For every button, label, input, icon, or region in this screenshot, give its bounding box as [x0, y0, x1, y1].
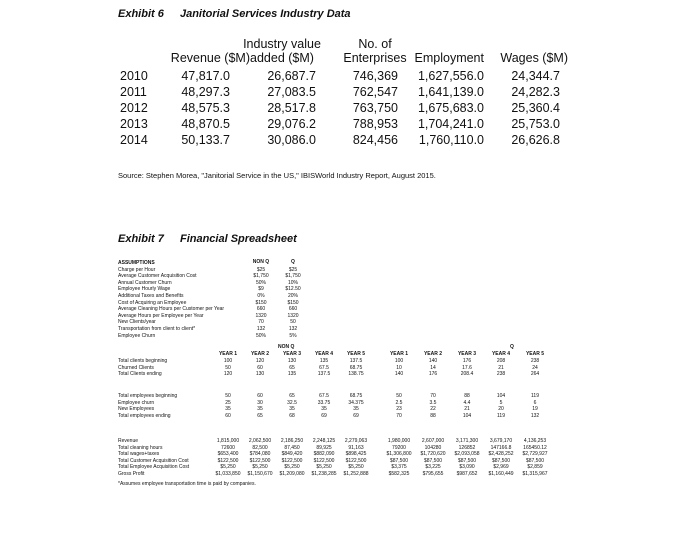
employees-cell-nonq: 35: [321, 406, 327, 413]
financials-cell-nonq: $1,150,670: [247, 471, 273, 477]
employees-cell-q: 19: [532, 406, 538, 413]
assumption-nonq: 70: [258, 319, 264, 326]
financials-cell-q: $87,500: [525, 457, 545, 464]
clients-cell-q: 238: [496, 371, 506, 378]
assumption-q: 660: [288, 306, 298, 313]
exhibit6-label: Exhibit 6: [118, 8, 164, 20]
clients-cell-q: 176: [428, 371, 438, 378]
assumption-label: Average Customer Acquisition Cost: [118, 273, 197, 280]
year-header-nonq: YEAR 5: [346, 351, 366, 357]
financials-cell-nonq: $122,500: [281, 457, 303, 464]
assumptions-col-nonq: NON Q: [252, 259, 270, 265]
assumption-q: $12.50: [285, 286, 301, 293]
employees-cell-nonq: 60: [257, 393, 263, 399]
employees-cell-nonq: 65: [257, 412, 263, 419]
col-header-ent-2: Enterprises: [343, 51, 407, 65]
employees-label: Total employees ending: [118, 412, 171, 419]
financials-cell-q: 2,607,000: [421, 438, 445, 444]
employees-cell-nonq: 35: [225, 406, 231, 413]
financials-label: Total wages+taxes: [118, 451, 160, 458]
financials-cell-q: 1,980,000: [387, 438, 411, 444]
financials-label: Total cleaning hours: [118, 444, 163, 451]
cell-enterprises: 746,369: [352, 69, 398, 83]
employees-cell-q: 88: [464, 393, 470, 399]
cell-employment: 1,641,139.0: [417, 85, 484, 99]
clients-cell-nonq: 65: [289, 364, 295, 371]
clients-cell-nonq: 67.5: [319, 364, 329, 371]
clients-cell-q: 14: [430, 364, 436, 371]
financials-cell-q: 147166.8: [490, 444, 512, 451]
assumption-nonq: 0%: [257, 293, 265, 299]
assumption-q: 50: [290, 319, 296, 326]
financials-cell-nonq: $1,209,080: [279, 471, 305, 477]
assumption-label: Average Cleaning Hours per Customer per Year: [118, 306, 225, 313]
financials-cell-nonq: $122,500: [249, 457, 271, 464]
cell-iva: 30,086.0: [267, 133, 316, 147]
cell-revenue: 50,133.7: [181, 133, 230, 147]
financials-label: Total Customer Acquisition Cost: [118, 457, 189, 464]
col-header-iva-2: added ($M): [250, 51, 314, 65]
assumptions-col-q: Q: [291, 259, 295, 265]
employees-cell-nonq: 32.5: [287, 399, 297, 406]
assumption-label: Annual Customer Churn: [118, 279, 172, 286]
financials-cell-nonq: $849,420: [281, 451, 303, 458]
employees-label: Total employees beginning: [118, 393, 178, 399]
financials-cell-q: 165450.12: [523, 444, 547, 451]
assumption-nonq: 50%: [255, 279, 266, 286]
financials-cell-q: $2,729,927: [522, 451, 548, 458]
financials-cell-nonq: $122,500: [313, 457, 335, 464]
assumption-label: Additional Taxes and Benefits: [118, 293, 184, 299]
year-header-nonq: YEAR 4: [314, 351, 334, 357]
employees-cell-q: 6: [533, 399, 537, 406]
year-header-q: YEAR 1: [389, 351, 409, 357]
cell-employment: 1,760,110.0: [418, 133, 484, 147]
exhibit7-label: Exhibit 7: [118, 233, 164, 245]
assumption-q: 5%: [289, 332, 297, 339]
cell-wages: 25,753.0: [511, 117, 560, 131]
financials-cell-q: $3,225: [425, 464, 441, 471]
employees-cell-q: 70: [430, 393, 436, 399]
clients-cell-q: 100: [394, 358, 404, 364]
employees-cell-nonq: 50: [225, 393, 231, 399]
financials-cell-nonq: $5,250: [284, 464, 300, 471]
assumption-nonq: 1320: [255, 312, 267, 319]
financials-label: Gross Profit: [118, 471, 145, 477]
assumption-nonq: $9: [258, 286, 264, 293]
col-header-wages: Wages ($M): [500, 51, 568, 65]
cell-enterprises: 762,547: [352, 85, 398, 99]
cell-iva: 28,517.8: [267, 101, 316, 115]
clients-label: Total clients beginning: [118, 358, 168, 364]
employees-cell-q: 104: [496, 393, 506, 399]
assumption-q: 1320: [287, 312, 299, 319]
financials-cell-q: 104280: [424, 444, 442, 451]
employees-cell-q: 132: [530, 412, 540, 419]
cell-revenue: 47,817.0: [181, 69, 230, 83]
financials-cell-q: $987,652: [456, 471, 478, 477]
financials-cell-nonq: 72600: [221, 444, 235, 451]
financials-cell-nonq: 2,248,125: [312, 438, 336, 444]
cell-wages: 24,282.3: [511, 85, 560, 99]
exhibit6-heading: Janitorial Services Industry Data: [179, 8, 351, 20]
clients-cell-q: 176: [462, 358, 472, 364]
financials-cell-nonq: $898,425: [345, 451, 367, 458]
employees-cell-nonq: 25: [225, 399, 231, 406]
financials-cell-nonq: 1,815,000: [216, 438, 240, 444]
employees-cell-nonq: 68: [289, 412, 295, 419]
cell-iva: 26,687.7: [267, 69, 316, 83]
clients-cell-nonq: 120: [223, 371, 233, 378]
employees-cell-q: 21: [464, 406, 470, 413]
year-header-q: YEAR 4: [491, 351, 511, 357]
employees-cell-nonq: 60: [225, 412, 231, 419]
financials-cell-q: $87,500: [491, 457, 511, 464]
financials-cell-nonq: 2,279,063: [344, 438, 368, 444]
employees-cell-q: 4.4: [463, 399, 471, 406]
employees-cell-nonq: 65: [289, 393, 295, 399]
exhibit7-footnote: *Assumes employee transportation time is paid by companies.: [118, 481, 256, 487]
assumption-label: Employee Hourly Wage: [118, 286, 171, 293]
financials-cell-q: $2,859: [527, 464, 543, 471]
financials-cell-nonq: $1,252,888: [343, 471, 369, 477]
assumptions-header: ASSUMPTIONS: [118, 260, 155, 266]
financials-cell-nonq: 89,925: [316, 444, 332, 451]
employees-cell-q: 3.5: [429, 399, 437, 406]
cell-iva: 29,076.2: [267, 117, 316, 131]
row-year: 2012: [120, 101, 148, 115]
financials-cell-nonq: $5,250: [252, 464, 268, 471]
financials-cell-q: $1,306,800: [386, 451, 412, 458]
cell-revenue: 48,575.3: [181, 101, 230, 115]
exhibit6-source: Source: Stephen Morea, "Janitorial Service in the US," IBISWorld Industry Report, August 2015.: [118, 171, 436, 180]
assumption-nonq: $25: [256, 266, 266, 273]
assumption-nonq: 660: [256, 306, 266, 313]
clients-cell-nonq: 130: [287, 358, 297, 364]
employees-cell-q: 119: [531, 393, 539, 399]
assumption-q: 10%: [287, 279, 298, 286]
financials-cell-nonq: 2,062,500: [248, 438, 272, 444]
financials-cell-q: $87,500: [389, 457, 409, 464]
clients-cell-nonq: 120: [255, 358, 265, 364]
financials-cell-nonq: 82,500: [252, 444, 268, 451]
employees-cell-nonq: 33.75: [317, 399, 331, 406]
clients-cell-q: 21: [498, 364, 504, 371]
employees-cell-nonq: 34.375: [348, 399, 364, 406]
clients-label: Churned Clients: [118, 364, 154, 371]
clients-cell-nonq: 137.5: [349, 358, 363, 364]
financials-cell-nonq: $122,500: [217, 457, 239, 464]
financials-cell-nonq: $784,080: [249, 451, 271, 458]
assumption-q: $150: [287, 299, 299, 306]
financials-cell-nonq: 87,450: [284, 444, 300, 451]
exhibit7-title: [118, 233, 297, 245]
cell-wages: 25,360.4: [511, 101, 560, 115]
employees-cell-q: 88: [430, 412, 436, 419]
employees-cell-q: 70: [396, 412, 402, 419]
financials-cell-nonq: $1,033,850: [215, 471, 241, 477]
assumption-label: Transportation from client to client*: [118, 326, 196, 332]
assumption-label: Charge per Hour: [118, 266, 156, 273]
employees-cell-nonq: 67.5: [319, 393, 329, 399]
financials-cell-q: $1,160,449: [488, 471, 514, 477]
financials-cell-nonq: 2,186,250: [280, 438, 304, 444]
clients-cell-nonq: 130: [255, 371, 265, 378]
assumption-nonq: $1,750: [253, 273, 269, 280]
clients-cell-nonq: 50: [225, 364, 231, 371]
clients-cell-nonq: 135: [287, 371, 297, 378]
financials-cell-nonq: $5,250: [220, 464, 236, 471]
financials-cell-nonq: $5,250: [316, 464, 332, 471]
financials-cell-nonq: 91,163: [348, 444, 364, 451]
group-header-nonq: NON Q: [278, 344, 295, 350]
employees-cell-nonq: 69: [353, 412, 359, 419]
employees-cell-q: 2.5: [395, 399, 403, 406]
clients-cell-q: 24: [532, 364, 538, 371]
financials-cell-nonq: $653,400: [217, 451, 239, 458]
clients-cell-q: 208.4: [460, 371, 474, 378]
employees-cell-nonq: 35: [257, 406, 263, 413]
employees-cell-nonq: 35: [289, 406, 295, 413]
col-header-employment: Employment: [414, 51, 484, 65]
assumption-nonq: 132: [256, 326, 266, 332]
clients-cell-nonq: 135: [319, 358, 329, 364]
clients-cell-q: 17.6: [462, 364, 472, 371]
employees-cell-q: 20: [498, 406, 504, 413]
employees-cell-q: 23: [396, 406, 402, 413]
financials-cell-q: 4,136,253: [523, 438, 547, 444]
assumption-q: 20%: [287, 293, 298, 299]
assumption-q: $25: [288, 266, 298, 273]
clients-cell-q: 140: [394, 371, 404, 378]
clients-cell-q: 140: [428, 358, 438, 364]
col-header-revenue: Revenue ($M): [170, 51, 250, 65]
financials-cell-q: $582,325: [388, 471, 410, 477]
financials-cell-q: $2,428,252: [488, 451, 514, 458]
employees-cell-nonq: 69: [321, 412, 327, 419]
row-year: 2011: [120, 85, 147, 99]
financials-cell-q: $1,315,967: [522, 471, 548, 477]
financials-cell-nonq: $1,238,285: [311, 471, 337, 477]
financials-cell-q: $3,090: [459, 464, 475, 471]
employees-label: Employee churn: [118, 399, 155, 406]
financials-label: Total Employee Acquisition Cost: [118, 464, 190, 471]
financials-cell-q: 3,679,170: [489, 438, 513, 444]
financials-cell-q: $3,375: [391, 464, 407, 471]
assumption-label: New Clients/year: [118, 319, 156, 326]
financials-cell-nonq: $122,500: [345, 457, 367, 464]
employees-cell-nonq: 35: [353, 406, 359, 413]
financials-cell-nonq: $882,090: [313, 451, 335, 458]
exhibit6-title: [118, 8, 351, 20]
cell-revenue: 48,870.5: [181, 117, 230, 131]
year-header-nonq: YEAR 2: [250, 351, 270, 357]
year-header-nonq: YEAR 3: [282, 351, 302, 357]
cell-iva: 27,083.5: [267, 85, 316, 99]
assumption-nonq: 50%: [255, 332, 266, 339]
financials-cell-q: $87,500: [423, 457, 443, 464]
clients-cell-nonq: 137.5: [317, 371, 331, 378]
clients-cell-q: 10: [396, 364, 402, 371]
cell-employment: 1,627,556.0: [417, 69, 484, 83]
assumption-label: Average Hours per Employee per Year: [118, 312, 204, 319]
cell-enterprises: 824,456: [352, 133, 398, 147]
exhibit7-heading: Financial Spreadsheet: [179, 233, 297, 245]
clients-cell-q: 264: [530, 371, 540, 378]
financials-cell-q: $2,093,058: [454, 451, 480, 458]
financials-cell-q: 79200: [392, 444, 406, 451]
col-header-ent-1: No. of: [358, 37, 392, 51]
assumption-q: $1,750: [285, 273, 301, 280]
row-year: 2010: [120, 69, 148, 83]
employees-cell-q: 22: [430, 406, 436, 413]
financials-label: Revenue: [118, 438, 139, 444]
year-header-nonq: YEAR 1: [218, 351, 238, 357]
clients-cell-q: 238: [530, 358, 540, 364]
employees-cell-q: 104: [462, 412, 472, 419]
clients-cell-nonq: 68.75: [349, 364, 363, 371]
employees-cell-nonq: 30: [257, 399, 263, 406]
cell-wages: 24,344.7: [511, 69, 560, 83]
employees-cell-q: 5: [499, 399, 503, 406]
assumption-label: Employee Churn: [118, 332, 156, 339]
cell-wages: 26,626.8: [511, 133, 560, 147]
row-year: 2013: [120, 117, 148, 131]
financials-cell-q: 126852: [458, 444, 476, 451]
cell-enterprises: 763,750: [352, 101, 398, 115]
clients-label: Total Clients ending: [118, 371, 162, 378]
financials-cell-q: $1,720,620: [420, 451, 446, 458]
financials-cell-nonq: $5,250: [348, 464, 364, 471]
assumption-q: 132: [288, 326, 298, 332]
financials-cell-q: $87,500: [457, 457, 477, 464]
clients-cell-q: 208: [496, 358, 506, 364]
financials-cell-q: 3,171,300: [455, 438, 479, 444]
cell-enterprises: 788,953: [352, 117, 398, 131]
row-year: 2014: [120, 133, 148, 147]
cell-employment: 1,675,683.0: [417, 101, 484, 115]
employees-cell-nonq: 68.75: [349, 393, 363, 399]
year-header-q: YEAR 3: [457, 351, 477, 357]
assumption-label: Cost of Acquiring an Employee: [118, 299, 187, 306]
assumption-nonq: $150: [255, 299, 267, 306]
cell-employment: 1,704,241.0: [417, 117, 484, 131]
cell-revenue: 48,297.3: [181, 85, 230, 99]
clients-cell-nonq: 100: [223, 358, 233, 364]
employees-cell-q: 119: [497, 412, 505, 419]
group-header-q: Q: [510, 344, 514, 350]
col-header-iva-1: Industry value: [243, 37, 321, 51]
year-header-q: YEAR 5: [525, 351, 545, 357]
clients-cell-nonq: 60: [257, 364, 263, 371]
financials-cell-q: $795,655: [422, 471, 444, 477]
financials-cell-q: $2,969: [493, 464, 509, 471]
clients-cell-nonq: 138.75: [348, 371, 364, 378]
employees-cell-q: 50: [396, 393, 402, 399]
year-header-q: YEAR 2: [423, 351, 443, 357]
employees-label: New Employees: [118, 406, 155, 413]
